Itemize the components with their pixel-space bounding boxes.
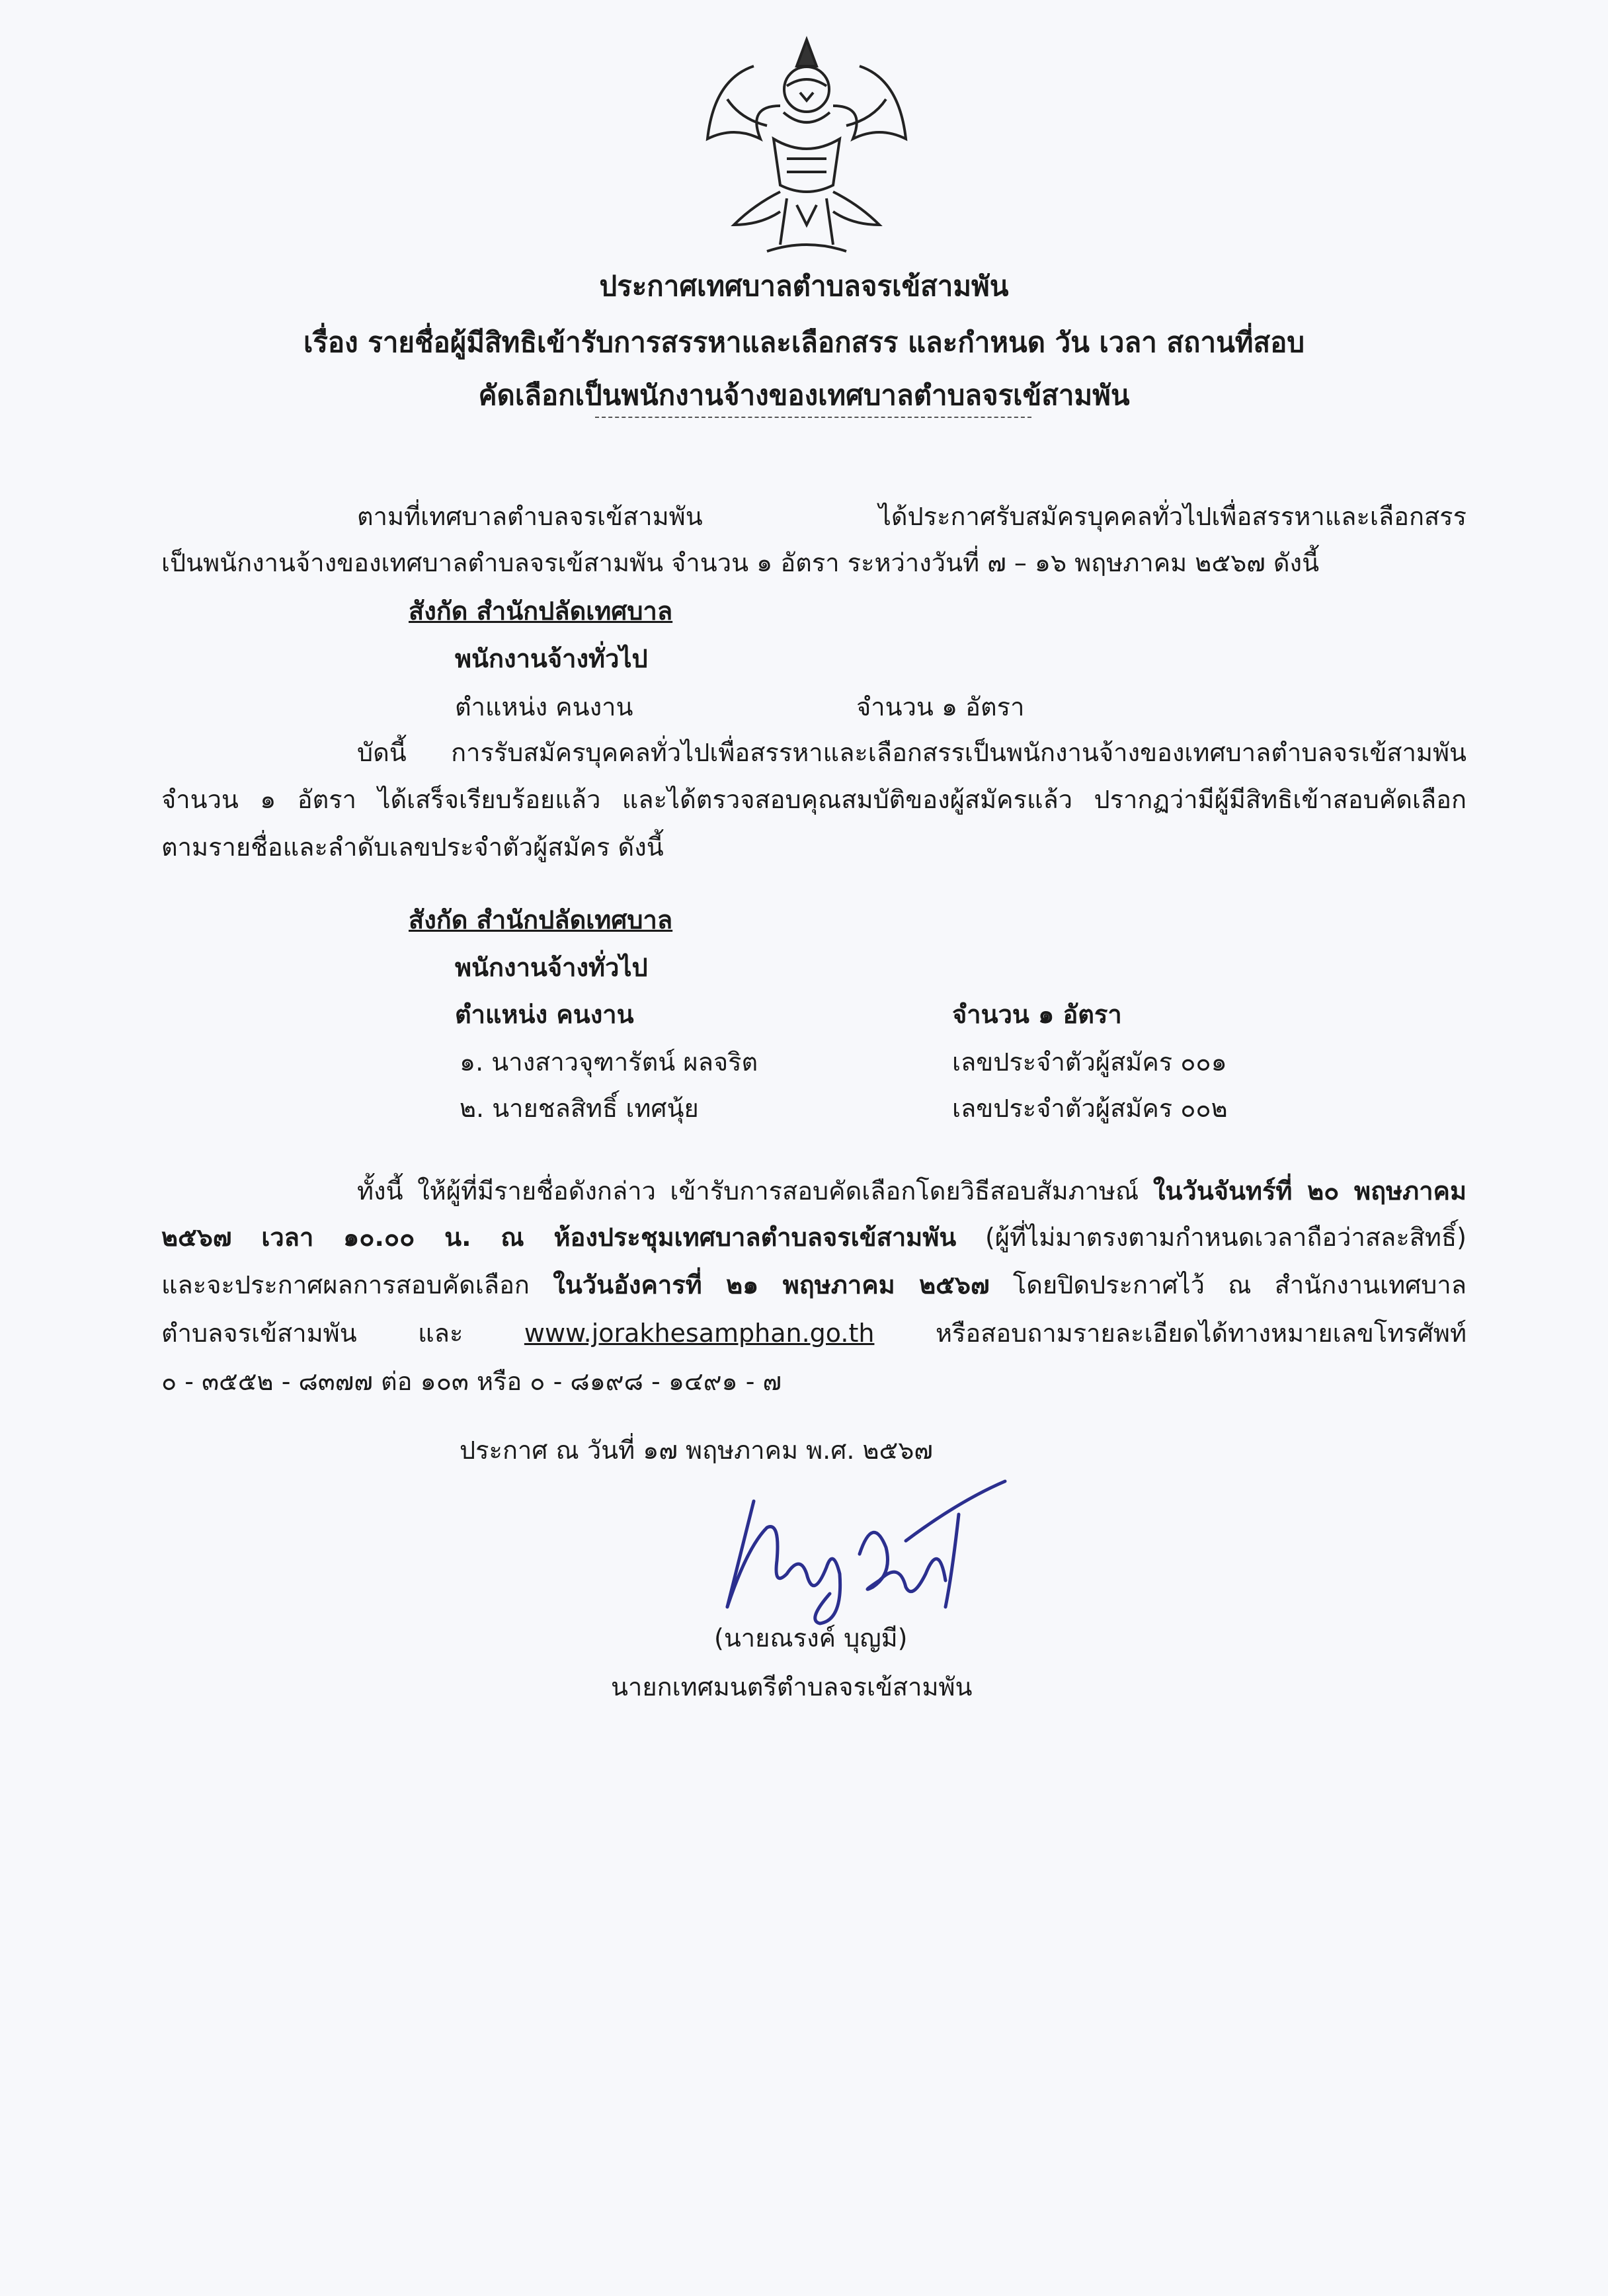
announcement-date: ประกาศ ณ วันที่ ๑๗ พฤษภาคม พ.ศ. ๒๕๖๗ bbox=[460, 1436, 933, 1465]
intro-position: ตำแหน่ง คนงาน bbox=[455, 692, 633, 721]
intro-line-1: ตามที่เทศบาลตำบลจรเข้สามพัน ได้ประกาศรับสมัครบุคคลทั่วไปเพื่อสรรหาและเลือกสรร bbox=[357, 502, 1467, 531]
signature-icon bbox=[707, 1475, 1012, 1633]
candidate-1-name: ๑. นางสาวจุฑารัตน์ ผลจริต bbox=[460, 1047, 758, 1077]
candidate-1-number: เลขประจำตัวผู้สมัคร ๐๐๑ bbox=[952, 1047, 1227, 1077]
intro-line-2: เป็นพนักงานจ้างของเทศบาลตำบลจรเข้สามพัน จำนวน ๑ อัตรา ระหว่างวันที่ ๗ – ๑๖ พฤษภาคม ๒๕๖๗ ดังนี้ bbox=[161, 548, 1320, 577]
notice-line-1: ทั้งนี้ ให้ผู้ที่มีรายชื่อดังกล่าว เข้ารับการสอบคัดเลือกโดยวิธีสอบสัมภาษณ์ ในวันจันทร์ที่ ๒๐ พฤษภาคม bbox=[357, 1176, 1467, 1206]
intro-count: จำนวน ๑ อัตรา bbox=[856, 692, 1025, 721]
list-employee-type: พนักงานจ้างทั่วไป bbox=[455, 953, 648, 982]
intro-department: สังกัด สำนักปลัดเทศบาล bbox=[409, 596, 673, 626]
website-link[interactable]: www.jorakhesamphan.go.th bbox=[524, 1319, 875, 1348]
garuda-emblem-icon bbox=[688, 26, 926, 271]
announcement-title: ประกาศเทศบาลตำบลจรเข้สามพัน bbox=[599, 270, 1009, 302]
list-department: สังกัด สำนักปลัดเทศบาล bbox=[409, 905, 673, 934]
notice-line-2: ๒๕๖๗ เวลา ๑๐.๐๐ น. ณ ห้องประชุมเทศบาลตำบลจรเข้สามพัน (ผู้ที่ไม่มาตรงตามกำหนดเวลาถือว่าสละสิทธิ์) bbox=[161, 1223, 1467, 1252]
body-line-2: จำนวน ๑ อัตรา ได้เสร็จเรียบร้อยแล้ว และได้ตรวจสอบคุณสมบัติของผู้สมัครแล้ว ปรากฏว่ามีผู้มีสิทธิเข้าสอบคัดเลือก bbox=[161, 785, 1467, 814]
signer-title: นายกเทศมนตรีตำบลจรเข้สามพัน bbox=[611, 1672, 973, 1702]
intro-employee-type: พนักงานจ้างทั่วไป bbox=[455, 644, 648, 673]
body-line-1: บัดนี้ การรับสมัครบุคคลทั่วไปเพื่อสรรหาและเลือกสรรเป็นพนักงานจ้างของเทศบาลตำบลจรเข้สามพัน bbox=[357, 738, 1467, 767]
announcement-subject: เรื่อง รายชื่อผู้มีสิทธิเข้ารับการสรรหาและเลือกสรร และกำหนด วัน เวลา สถานที่สอบ bbox=[303, 326, 1305, 358]
signer-name: (นายณรงค์ บุญมี) bbox=[714, 1623, 908, 1653]
list-position: ตำแหน่ง คนงาน bbox=[455, 1000, 634, 1029]
notice-line-4: ตำบลจรเข้สามพัน และ www.jorakhesamphan.go.th หรือสอบถามรายละเอียดได้ทางหมายเลขโทรศัพท์ bbox=[161, 1319, 1467, 1348]
candidate-2-name: ๒. นายชลสิทธิ์ เทศนุ้ย bbox=[460, 1094, 699, 1123]
notice-phone: ๐ - ๓๕๕๒ - ๘๓๗๗ ต่อ ๑๐๓ หรือ ๐ - ๘๑๙๘ - ๑๔๙๑ - ๗ bbox=[161, 1367, 782, 1396]
body-line-3: ตามรายชื่อและลำดับเลขประจำตัวผู้สมัคร ดังนี้ bbox=[161, 833, 664, 862]
candidate-2-number: เลขประจำตัวผู้สมัคร ๐๐๒ bbox=[952, 1094, 1228, 1123]
list-count: จำนวน ๑ อัตรา bbox=[952, 1000, 1122, 1029]
title-separator bbox=[595, 417, 1031, 418]
announcement-subject-cont: คัดเลือกเป็นพนักงานจ้างของเทศบาลตำบลจรเข้สามพัน bbox=[478, 379, 1130, 411]
notice-line-3: และจะประกาศผลการสอบคัดเลือก ในวันอังคารที่ ๒๑ พฤษภาคม ๒๕๖๗ โดยปิดประกาศไว้ ณ สำนักงานเทศบาล bbox=[161, 1270, 1467, 1299]
